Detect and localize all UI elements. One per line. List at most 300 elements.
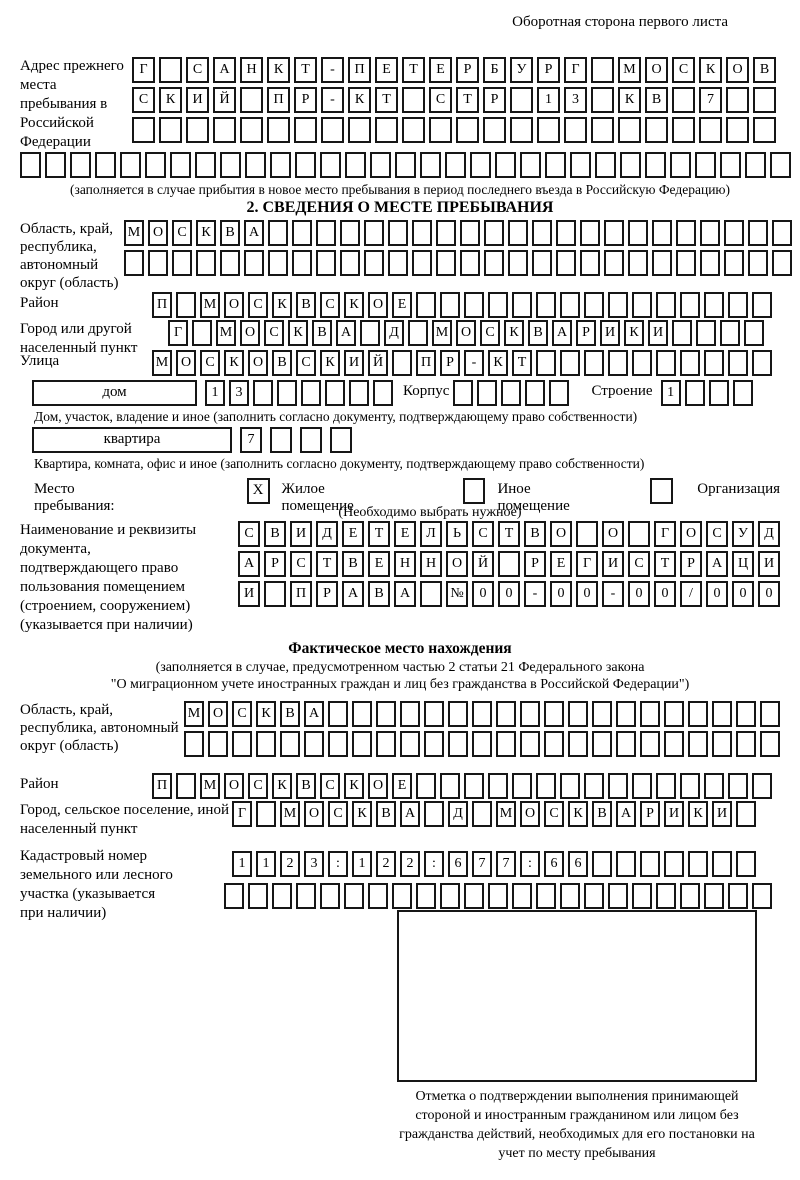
form-cell[interactable]: [680, 350, 700, 376]
form-cell[interactable]: Л: [420, 521, 442, 547]
form-cell[interactable]: [544, 701, 564, 727]
form-cell[interactable]: [472, 801, 492, 827]
form-cell[interactable]: В: [368, 581, 390, 607]
form-cell[interactable]: Т: [654, 551, 676, 577]
form-cell[interactable]: Ь: [446, 521, 468, 547]
form-cell[interactable]: [392, 350, 412, 376]
form-cell[interactable]: С: [296, 350, 316, 376]
form-cell[interactable]: Е: [429, 57, 452, 83]
form-cell[interactable]: [525, 380, 545, 406]
form-cell[interactable]: [618, 117, 641, 143]
form-cell[interactable]: [484, 250, 504, 276]
form-cell[interactable]: [20, 152, 41, 178]
form-cell[interactable]: [412, 250, 432, 276]
form-cell[interactable]: И: [712, 801, 732, 827]
form-cell[interactable]: [472, 701, 492, 727]
form-cell[interactable]: Д: [448, 801, 468, 827]
form-cell[interactable]: И: [290, 521, 312, 547]
form-cell[interactable]: И: [664, 801, 684, 827]
form-cell[interactable]: [726, 87, 749, 113]
form-cell[interactable]: О: [368, 773, 388, 799]
form-cell[interactable]: [184, 731, 204, 757]
form-cell[interactable]: [704, 350, 724, 376]
form-cell[interactable]: Т: [316, 551, 338, 577]
form-cell[interactable]: М: [184, 701, 204, 727]
form-cell[interactable]: [460, 250, 480, 276]
form-cell[interactable]: [608, 350, 628, 376]
form-cell[interactable]: [352, 701, 372, 727]
form-cell[interactable]: 0: [472, 581, 494, 607]
form-cell[interactable]: Р: [440, 350, 460, 376]
form-cell[interactable]: [472, 731, 492, 757]
form-cell[interactable]: И: [648, 320, 668, 346]
form-cell[interactable]: [745, 152, 766, 178]
form-cell[interactable]: К: [624, 320, 644, 346]
form-cell[interactable]: В: [342, 551, 364, 577]
form-cell[interactable]: [272, 883, 292, 909]
form-cell[interactable]: С: [320, 773, 340, 799]
form-cell[interactable]: [556, 220, 576, 246]
form-cell[interactable]: Е: [394, 521, 416, 547]
form-cell[interactable]: В: [280, 701, 300, 727]
form-cell[interactable]: В: [264, 521, 286, 547]
form-cell[interactable]: М: [152, 350, 172, 376]
form-cell[interactable]: [676, 250, 696, 276]
form-cell[interactable]: К: [256, 701, 276, 727]
form-cell[interactable]: [316, 250, 336, 276]
form-cell[interactable]: 1: [537, 87, 560, 113]
form-cell[interactable]: [460, 220, 480, 246]
form-cell[interactable]: [664, 851, 684, 877]
form-cell[interactable]: [616, 851, 636, 877]
form-cell[interactable]: Т: [498, 521, 520, 547]
form-cell[interactable]: [699, 117, 722, 143]
form-cell[interactable]: К: [159, 87, 182, 113]
form-cell[interactable]: Д: [384, 320, 404, 346]
form-cell[interactable]: [416, 773, 436, 799]
form-cell[interactable]: Т: [512, 350, 532, 376]
form-cell[interactable]: [512, 883, 532, 909]
form-cell[interactable]: С: [290, 551, 312, 577]
form-cell[interactable]: [375, 117, 398, 143]
form-cell[interactable]: [280, 731, 300, 757]
form-cell[interactable]: О: [456, 320, 476, 346]
form-cell[interactable]: [733, 380, 753, 406]
form-cell[interactable]: [640, 701, 660, 727]
form-cell[interactable]: [296, 883, 316, 909]
form-cell[interactable]: С: [132, 87, 155, 113]
form-cell[interactable]: [488, 292, 508, 318]
form-cell[interactable]: [436, 250, 456, 276]
form-cell[interactable]: 3: [564, 87, 587, 113]
form-cell[interactable]: К: [348, 87, 371, 113]
form-cell[interactable]: [464, 883, 484, 909]
form-cell[interactable]: А: [304, 701, 324, 727]
form-cell[interactable]: 0: [550, 581, 572, 607]
form-cell[interactable]: [445, 152, 466, 178]
form-cell[interactable]: [656, 773, 676, 799]
form-cell[interactable]: [728, 350, 748, 376]
form-cell[interactable]: И: [238, 581, 260, 607]
form-cell[interactable]: [321, 117, 344, 143]
form-cell[interactable]: К: [272, 773, 292, 799]
form-cell[interactable]: М: [124, 220, 144, 246]
form-cell[interactable]: [608, 883, 628, 909]
form-cell[interactable]: Р: [524, 551, 546, 577]
form-cell[interactable]: С: [172, 220, 192, 246]
form-cell[interactable]: [672, 320, 692, 346]
form-cell[interactable]: М: [280, 801, 300, 827]
form-cell[interactable]: [520, 701, 540, 727]
form-cell[interactable]: В: [296, 292, 316, 318]
form-cell[interactable]: [560, 350, 580, 376]
form-cell[interactable]: [584, 350, 604, 376]
form-cell[interactable]: [256, 731, 276, 757]
form-cell[interactable]: 7: [496, 851, 516, 877]
form-cell[interactable]: -: [524, 581, 546, 607]
form-cell[interactable]: :: [520, 851, 540, 877]
form-cell[interactable]: [752, 773, 772, 799]
form-cell[interactable]: О: [224, 773, 244, 799]
form-cell[interactable]: К: [568, 801, 588, 827]
form-cell[interactable]: [709, 380, 729, 406]
form-cell[interactable]: [344, 883, 364, 909]
form-cell[interactable]: [295, 152, 316, 178]
form-cell[interactable]: [672, 87, 695, 113]
form-cell[interactable]: К: [504, 320, 524, 346]
form-cell[interactable]: [256, 801, 276, 827]
form-cell[interactable]: [264, 581, 286, 607]
form-cell[interactable]: [325, 380, 345, 406]
form-cell[interactable]: В: [296, 773, 316, 799]
form-cell[interactable]: [537, 117, 560, 143]
form-cell[interactable]: [440, 292, 460, 318]
form-cell[interactable]: [704, 292, 724, 318]
checkbox-zhiloe[interactable]: X: [247, 478, 270, 504]
form-cell[interactable]: Г: [654, 521, 676, 547]
form-cell[interactable]: [595, 152, 616, 178]
form-cell[interactable]: [568, 731, 588, 757]
form-cell[interactable]: [591, 117, 614, 143]
form-cell[interactable]: [720, 152, 741, 178]
form-cell[interactable]: [628, 521, 650, 547]
form-cell[interactable]: [148, 250, 168, 276]
form-cell[interactable]: [488, 883, 508, 909]
form-cell[interactable]: Й: [213, 87, 236, 113]
form-cell[interactable]: [695, 152, 716, 178]
form-cell[interactable]: №: [446, 581, 468, 607]
form-cell[interactable]: К: [320, 350, 340, 376]
form-cell[interactable]: [456, 117, 479, 143]
form-cell[interactable]: [560, 292, 580, 318]
form-cell[interactable]: Е: [342, 521, 364, 547]
form-cell[interactable]: [440, 773, 460, 799]
form-cell[interactable]: О: [602, 521, 624, 547]
form-cell[interactable]: [501, 380, 521, 406]
form-cell[interactable]: [176, 773, 196, 799]
form-cell[interactable]: Т: [456, 87, 479, 113]
form-cell[interactable]: [532, 220, 552, 246]
form-cell[interactable]: К: [344, 292, 364, 318]
form-cell[interactable]: С: [232, 701, 252, 727]
form-cell[interactable]: И: [186, 87, 209, 113]
form-cell[interactable]: [700, 220, 720, 246]
form-cell[interactable]: [448, 731, 468, 757]
form-cell[interactable]: [330, 427, 352, 453]
form-cell[interactable]: 1: [205, 380, 225, 406]
form-cell[interactable]: А: [394, 581, 416, 607]
form-cell[interactable]: К: [196, 220, 216, 246]
form-cell[interactable]: [124, 250, 144, 276]
form-cell[interactable]: С: [248, 292, 268, 318]
form-cell[interactable]: С: [472, 521, 494, 547]
form-cell[interactable]: [568, 701, 588, 727]
form-cell[interactable]: В: [524, 521, 546, 547]
form-cell[interactable]: [770, 152, 791, 178]
form-cell[interactable]: [483, 117, 506, 143]
form-cell[interactable]: [728, 773, 748, 799]
form-cell[interactable]: [584, 883, 604, 909]
form-cell[interactable]: [328, 731, 348, 757]
form-cell[interactable]: [420, 581, 442, 607]
form-cell[interactable]: [608, 292, 628, 318]
form-cell[interactable]: [680, 883, 700, 909]
form-cell[interactable]: [604, 220, 624, 246]
form-cell[interactable]: М: [216, 320, 236, 346]
form-cell[interactable]: [680, 773, 700, 799]
form-cell[interactable]: А: [336, 320, 356, 346]
form-cell[interactable]: -: [321, 57, 344, 83]
form-cell[interactable]: 6: [568, 851, 588, 877]
form-cell[interactable]: К: [618, 87, 641, 113]
form-cell[interactable]: В: [220, 220, 240, 246]
form-cell[interactable]: [748, 250, 768, 276]
form-cell[interactable]: [402, 117, 425, 143]
form-cell[interactable]: [704, 883, 724, 909]
form-cell[interactable]: [752, 292, 772, 318]
form-cell[interactable]: [436, 220, 456, 246]
form-cell[interactable]: [292, 250, 312, 276]
form-cell[interactable]: Г: [132, 57, 155, 83]
form-cell[interactable]: Е: [368, 551, 390, 577]
form-cell[interactable]: Т: [375, 87, 398, 113]
form-cell[interactable]: Н: [420, 551, 442, 577]
form-cell[interactable]: [591, 87, 614, 113]
form-cell[interactable]: [400, 731, 420, 757]
form-cell[interactable]: 7: [240, 427, 262, 453]
form-cell[interactable]: [301, 380, 321, 406]
form-cell[interactable]: [240, 117, 263, 143]
form-cell[interactable]: С: [480, 320, 500, 346]
form-cell[interactable]: О: [148, 220, 168, 246]
form-cell[interactable]: П: [348, 57, 371, 83]
form-cell[interactable]: М: [432, 320, 452, 346]
form-cell[interactable]: [277, 380, 297, 406]
form-cell[interactable]: [696, 320, 716, 346]
form-cell[interactable]: А: [706, 551, 728, 577]
form-cell[interactable]: [420, 152, 441, 178]
form-cell[interactable]: [95, 152, 116, 178]
form-cell[interactable]: :: [328, 851, 348, 877]
form-cell[interactable]: [498, 551, 520, 577]
form-cell[interactable]: П: [416, 350, 436, 376]
form-cell[interactable]: П: [152, 292, 172, 318]
form-cell[interactable]: [412, 220, 432, 246]
form-cell[interactable]: 3: [304, 851, 324, 877]
form-cell[interactable]: К: [699, 57, 722, 83]
form-cell[interactable]: [688, 731, 708, 757]
form-cell[interactable]: [270, 427, 292, 453]
checkbox-inoe[interactable]: [463, 478, 486, 504]
form-cell[interactable]: Т: [368, 521, 390, 547]
form-cell[interactable]: П: [152, 773, 172, 799]
form-cell[interactable]: [544, 731, 564, 757]
form-cell[interactable]: [244, 250, 264, 276]
form-cell[interactable]: Д: [758, 521, 780, 547]
form-cell[interactable]: С: [248, 773, 268, 799]
form-cell[interactable]: [240, 87, 263, 113]
form-cell[interactable]: [484, 220, 504, 246]
form-cell[interactable]: О: [248, 350, 268, 376]
form-cell[interactable]: :: [424, 851, 444, 877]
form-cell[interactable]: [248, 883, 268, 909]
form-cell[interactable]: 7: [472, 851, 492, 877]
form-cell[interactable]: [172, 250, 192, 276]
form-cell[interactable]: [159, 117, 182, 143]
form-cell[interactable]: 0: [628, 581, 650, 607]
form-cell[interactable]: С: [706, 521, 728, 547]
form-cell[interactable]: [704, 773, 724, 799]
form-cell[interactable]: [348, 117, 371, 143]
form-cell[interactable]: [424, 731, 444, 757]
form-cell[interactable]: [584, 292, 604, 318]
form-cell[interactable]: [512, 292, 532, 318]
form-cell[interactable]: Т: [402, 57, 425, 83]
form-cell[interactable]: [580, 250, 600, 276]
form-cell[interactable]: О: [645, 57, 668, 83]
form-cell[interactable]: [520, 731, 540, 757]
form-cell[interactable]: [752, 883, 772, 909]
form-cell[interactable]: А: [400, 801, 420, 827]
form-cell[interactable]: 0: [498, 581, 520, 607]
form-cell[interactable]: Р: [680, 551, 702, 577]
form-cell[interactable]: С: [328, 801, 348, 827]
form-cell[interactable]: В: [376, 801, 396, 827]
form-cell[interactable]: [320, 883, 340, 909]
form-cell[interactable]: [664, 701, 684, 727]
form-cell[interactable]: М: [200, 292, 220, 318]
form-cell[interactable]: О: [680, 521, 702, 547]
form-cell[interactable]: [736, 851, 756, 877]
form-cell[interactable]: 2: [280, 851, 300, 877]
form-cell[interactable]: [213, 117, 236, 143]
form-cell[interactable]: Т: [294, 57, 317, 83]
form-cell[interactable]: [676, 220, 696, 246]
form-cell[interactable]: [395, 152, 416, 178]
form-cell[interactable]: [656, 350, 676, 376]
form-cell[interactable]: [640, 851, 660, 877]
form-cell[interactable]: [712, 851, 732, 877]
form-cell[interactable]: [294, 117, 317, 143]
form-cell[interactable]: В: [753, 57, 776, 83]
form-cell[interactable]: [560, 773, 580, 799]
form-cell[interactable]: [632, 292, 652, 318]
form-cell[interactable]: [712, 701, 732, 727]
form-cell[interactable]: К: [267, 57, 290, 83]
form-cell[interactable]: [632, 350, 652, 376]
form-cell[interactable]: У: [732, 521, 754, 547]
form-cell[interactable]: Р: [576, 320, 596, 346]
form-cell[interactable]: [512, 773, 532, 799]
form-cell[interactable]: [300, 427, 322, 453]
form-cell[interactable]: К: [352, 801, 372, 827]
form-cell[interactable]: [488, 773, 508, 799]
form-cell[interactable]: В: [528, 320, 548, 346]
form-cell[interactable]: [685, 380, 705, 406]
form-cell[interactable]: [159, 57, 182, 83]
form-cell[interactable]: 6: [544, 851, 564, 877]
form-cell[interactable]: [620, 152, 641, 178]
form-cell[interactable]: -: [602, 581, 624, 607]
form-cell[interactable]: [670, 152, 691, 178]
form-cell[interactable]: С: [429, 87, 452, 113]
form-cell[interactable]: С: [200, 350, 220, 376]
form-cell[interactable]: О: [368, 292, 388, 318]
form-cell[interactable]: Р: [264, 551, 286, 577]
form-cell[interactable]: А: [213, 57, 236, 83]
form-cell[interactable]: К: [224, 350, 244, 376]
form-cell[interactable]: [292, 220, 312, 246]
form-cell[interactable]: И: [600, 320, 620, 346]
form-cell[interactable]: [392, 883, 412, 909]
form-cell[interactable]: [556, 250, 576, 276]
form-cell[interactable]: 1: [256, 851, 276, 877]
form-cell[interactable]: [328, 701, 348, 727]
form-cell[interactable]: 1: [232, 851, 252, 877]
form-cell[interactable]: [453, 380, 473, 406]
form-cell[interactable]: [760, 731, 780, 757]
form-cell[interactable]: К: [488, 350, 508, 376]
form-cell[interactable]: [645, 117, 668, 143]
form-cell[interactable]: 0: [706, 581, 728, 607]
form-cell[interactable]: [176, 292, 196, 318]
form-cell[interactable]: [416, 883, 436, 909]
form-cell[interactable]: [388, 220, 408, 246]
form-cell[interactable]: [536, 883, 556, 909]
form-cell[interactable]: [560, 883, 580, 909]
form-cell[interactable]: [549, 380, 569, 406]
form-cell[interactable]: [253, 380, 273, 406]
form-cell[interactable]: [753, 117, 776, 143]
form-cell[interactable]: Г: [564, 57, 587, 83]
form-cell[interactable]: [45, 152, 66, 178]
form-cell[interactable]: Б: [483, 57, 506, 83]
form-cell[interactable]: [245, 152, 266, 178]
form-cell[interactable]: [760, 701, 780, 727]
form-cell[interactable]: [736, 731, 756, 757]
form-cell[interactable]: [772, 220, 792, 246]
form-cell[interactable]: [652, 250, 672, 276]
form-cell[interactable]: М: [618, 57, 641, 83]
form-cell[interactable]: Р: [483, 87, 506, 113]
form-cell[interactable]: [352, 731, 372, 757]
form-cell[interactable]: [672, 117, 695, 143]
form-cell[interactable]: 0: [576, 581, 598, 607]
form-cell[interactable]: [536, 292, 556, 318]
form-cell[interactable]: С: [264, 320, 284, 346]
form-cell[interactable]: [664, 731, 684, 757]
form-cell[interactable]: [304, 731, 324, 757]
